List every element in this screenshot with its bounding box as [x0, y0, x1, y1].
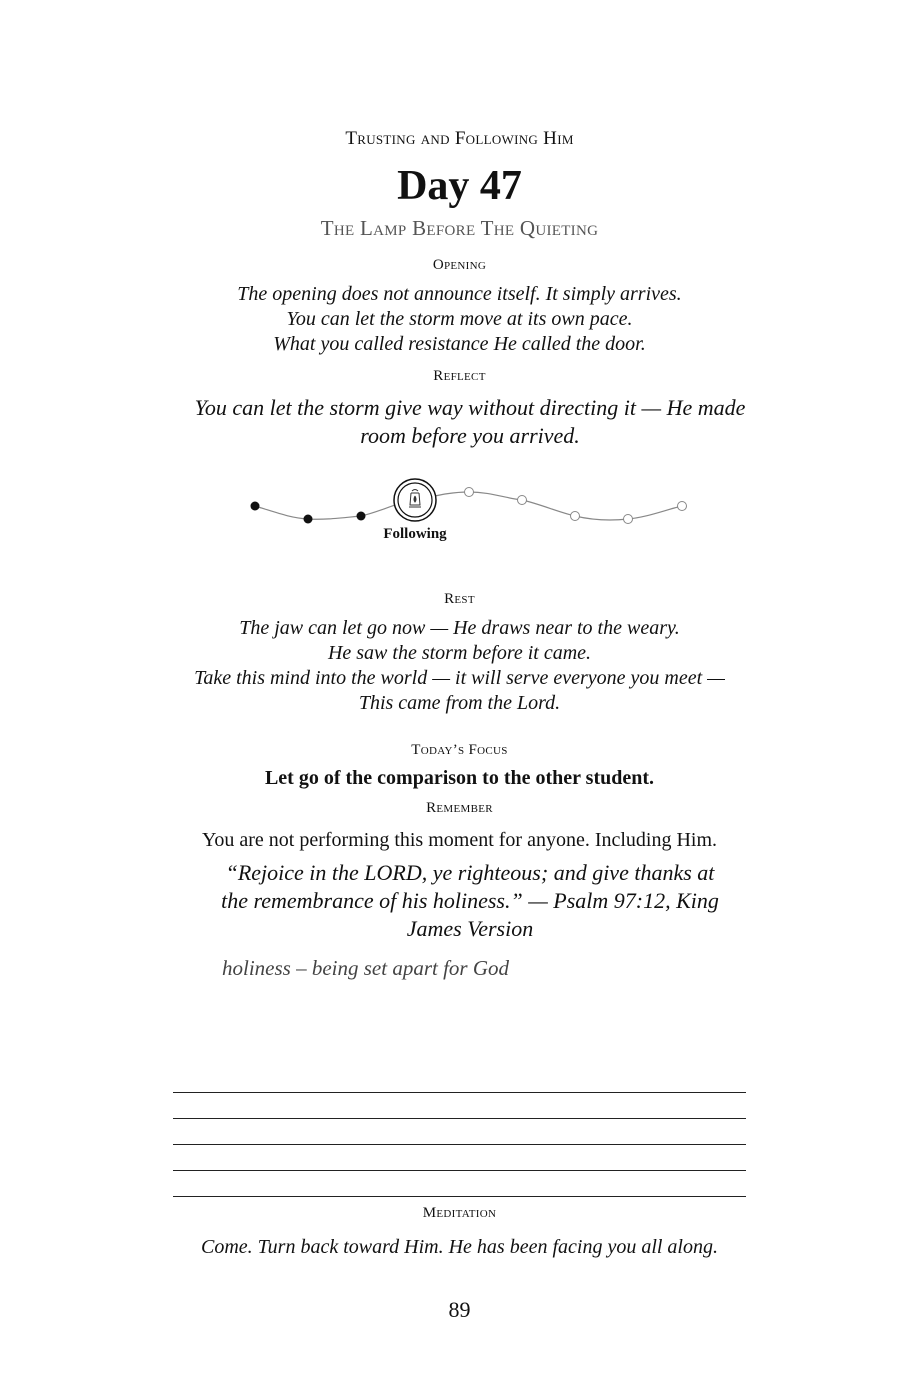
rest-line: He saw the storm before it came. [327, 642, 592, 664]
rest-line: Take this mind into the world — it will serve everyone you meet — [194, 667, 725, 689]
rest-label: Rest [444, 591, 475, 607]
journal-line[interactable] [173, 1196, 746, 1197]
opening-line: The opening does not announce itself. It simply arrives. [237, 283, 682, 305]
journal-line[interactable] [173, 1092, 746, 1093]
journey-step-upcoming [571, 512, 580, 521]
scripture-verse: “Rejoice in the LORD, ye righteous; and give thanks at the remembrance of his holiness.” — Psalm 97:12, King James Version [221, 860, 719, 941]
opening-line: You can let the storm move at its own pace. [286, 308, 633, 330]
page-number: 89 [448, 1297, 471, 1322]
remember-text: You are not performing this moment for anyone. Including Him. [201, 829, 718, 851]
journey-step-upcoming [465, 488, 474, 497]
section-title: Trusting and Following Him [345, 128, 574, 149]
journey-step-done [357, 512, 366, 521]
journey-path [0, 470, 919, 550]
focus-label: Today’s Focus [411, 742, 508, 758]
opening-text [0, 282, 919, 357]
journal-line[interactable] [173, 1118, 746, 1119]
journey-step-done [304, 515, 313, 524]
meditation-text: Come. Turn back toward Him. He has been facing you all along. [201, 1236, 718, 1258]
reflect-text: You can let the storm give way without directing it — He made room before you arrived. [194, 395, 746, 448]
journey-current-label: Following [383, 526, 447, 542]
journey-step-upcoming [518, 496, 527, 505]
rest-text [0, 616, 919, 716]
opening-label: Opening [432, 257, 487, 273]
opening-line: What you called resistance He called the door. [273, 333, 646, 355]
journey-step-upcoming [624, 515, 633, 524]
day-title: Day 47 [397, 163, 522, 209]
day-subtitle: The Lamp Before The Quieting [320, 216, 599, 240]
rest-line: The jaw can let go now — He draws near to the weary. [239, 617, 680, 639]
journal-line[interactable] [173, 1170, 746, 1171]
remember-label: Remember [426, 800, 493, 816]
meditation-label: Meditation [422, 1205, 497, 1221]
word-gloss: holiness – being set apart for God [222, 956, 509, 980]
journal-line[interactable] [173, 1144, 746, 1145]
rest-line: This came from the Lord. [358, 692, 561, 714]
focus-text: Let go of the comparison to the other student. [264, 767, 655, 789]
reflect-label: Reflect [433, 368, 486, 384]
journey-step-upcoming [678, 502, 687, 511]
journey-step-done [251, 502, 260, 511]
